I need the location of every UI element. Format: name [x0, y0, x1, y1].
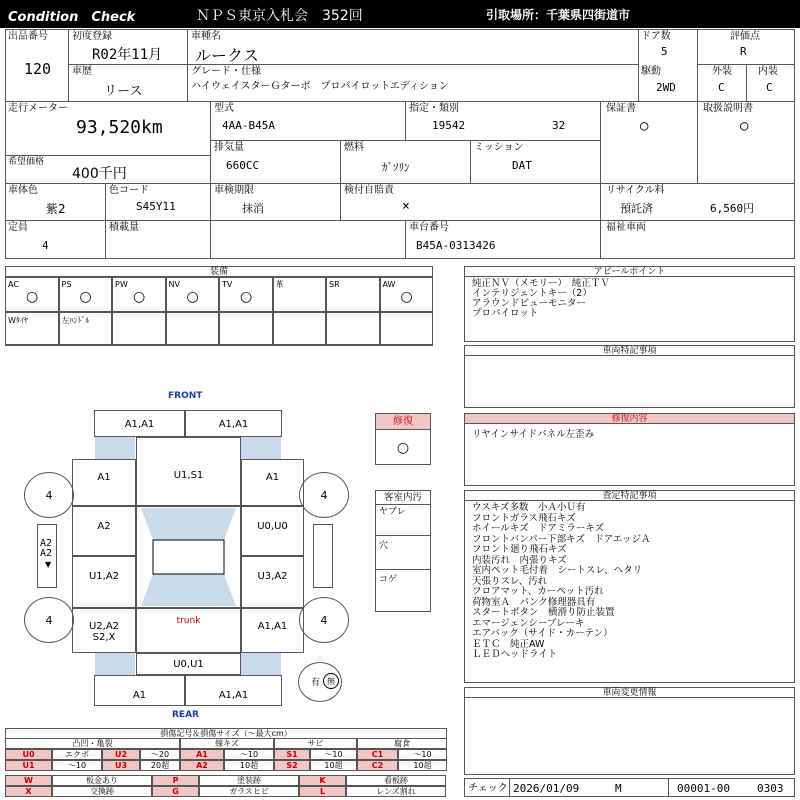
equipment-title: 装備	[6, 267, 432, 277]
tire-rear-left: 4	[24, 597, 74, 643]
category-value: 32	[552, 119, 566, 132]
legend-desc: 看板跡	[346, 775, 446, 786]
ext-value: C	[718, 81, 725, 94]
mileage-value: 93,520km	[76, 117, 163, 138]
equipment-mark: ○	[240, 289, 253, 305]
legend-cell: A1	[180, 749, 224, 760]
inspection-value: 抹消	[242, 202, 264, 215]
panel-rear-center: U0,U1	[136, 653, 241, 675]
appeal-box	[464, 266, 795, 342]
inspection-note-line: ウスキズ多数 小Ａ小Ｕ有	[472, 502, 586, 513]
changes-box	[464, 687, 795, 775]
appeal-line: インテリジェントキー（2）	[472, 288, 592, 299]
equipment-label: TV	[222, 280, 233, 289]
inspection-note-line: ＥＴＣ 純正AW	[472, 638, 545, 650]
auction-name: ＮＰＳ東京入札会 352回	[196, 8, 363, 24]
legend-cell: 10超	[224, 760, 274, 771]
legend-cell: ～10	[310, 749, 357, 760]
down-arrow-icon: ▼	[45, 560, 52, 569]
inspection-label: 車検期限	[214, 185, 254, 196]
designation-label: 指定・類別	[409, 103, 459, 114]
panel-l-rear: U2,A2 S2,X	[72, 608, 136, 653]
panel-front-left: A1,A1	[94, 410, 185, 437]
interior-dirt-box	[375, 490, 431, 612]
equipment-cell	[380, 277, 434, 312]
special-notes-box	[464, 345, 795, 408]
equipment-cell	[273, 277, 327, 312]
price-label: 希望価格	[8, 157, 45, 167]
panel-hood: U1,S1	[136, 437, 241, 506]
tire-front-left: 4	[24, 472, 74, 518]
equipment-cell-row2	[219, 312, 273, 345]
type-value: 4AA-B45A	[222, 119, 275, 132]
inspection-notes-box	[464, 490, 795, 683]
equipment-cell-row2	[273, 312, 327, 345]
legend-desc: 交換跡	[52, 786, 152, 797]
legend-code: L	[299, 786, 346, 797]
dirt-hole-label: 穴	[379, 541, 389, 551]
equipment-mark: ○	[400, 289, 413, 305]
appeal-line: プロパイロット	[472, 308, 539, 319]
repair-mark: ○	[396, 440, 410, 456]
manual-label: 取扱説明書	[703, 103, 753, 114]
legend-group: 凸凹・亀裂	[5, 738, 180, 749]
legend-cell: S1	[274, 749, 310, 760]
history-label: 車歴	[72, 66, 92, 77]
check-code2: 0303	[757, 782, 784, 795]
drive-value: 2WD	[656, 81, 676, 94]
equipment-cell-row2	[112, 312, 166, 345]
legend-desc: レンズ割れ	[346, 786, 446, 797]
displacement-value: 660CC	[226, 159, 260, 172]
legend-desc: 塗装跡	[199, 775, 299, 786]
warranty-label: 保証書	[606, 103, 636, 114]
inspection-note-line: フロント廻り飛石キズ	[472, 544, 567, 555]
load-label: 積載量	[109, 222, 139, 233]
pickup-location: 引取場所：千葉県四街道市	[486, 8, 631, 22]
inspection-note-line: スタートボタン 横滑り防止装置	[472, 607, 615, 618]
equipment-label: PW	[115, 280, 128, 289]
inspection-note-line: エアバック（サイド・カーテン）	[472, 628, 613, 639]
fuel-value: ｶﾞｿﾘﾝ	[382, 161, 410, 174]
grade-value: ハイウェイスターＧターボ プロパイロットエディション	[191, 81, 449, 92]
welfare-label: 福祉車両	[606, 222, 646, 233]
panel-r-front-door: U0,U0	[241, 506, 304, 556]
equipment-cell	[112, 277, 166, 312]
dirt-burn-label: コゲ	[379, 575, 398, 585]
legend-cell: エクボ	[52, 749, 102, 760]
grade-label: グレード・仕様	[191, 66, 261, 77]
header-bar	[0, 0, 800, 28]
model-label: 車種名	[191, 31, 221, 42]
drive-label: 駆動	[641, 66, 661, 77]
repair-content-line: リヤインサイドパネル左歪み	[472, 429, 595, 440]
inspection-note-line: 天張りスレ、汚れ	[472, 575, 548, 587]
panel-fl-fender: A1	[72, 459, 136, 506]
inspection-note-line: フロアマット、カーペット汚れ	[472, 586, 604, 597]
equipment-mark: ○	[26, 289, 39, 305]
doors-label: ドア数	[641, 31, 671, 42]
inspection-note-line: エマージェンシーブレーキ	[472, 617, 585, 629]
inspection-note-line: 荷物室Ａ パンク修理器具有	[472, 596, 596, 608]
recycle-label: リサイクル料	[606, 185, 665, 196]
legend-cell: 10超	[398, 760, 447, 771]
legend-group: 線キズ	[180, 738, 274, 749]
panel-r-rear: A1,A1	[241, 608, 304, 653]
capacity-value: 4	[42, 239, 49, 252]
manual-value: ○	[740, 118, 749, 134]
panel-rear-left: A1	[94, 675, 185, 706]
legend-cell: U1	[5, 760, 52, 771]
doors-value: 5	[661, 45, 668, 58]
fuel-label: 燃料	[344, 142, 364, 153]
check-footer	[464, 778, 795, 797]
equipment-cell	[219, 277, 273, 312]
recycle-amount: 6,560円	[710, 202, 755, 215]
tire-rear-right: 4	[299, 597, 349, 643]
legend-desc: ガラスヒビ	[199, 786, 299, 797]
front-label: FRONT	[168, 391, 203, 401]
side-right-panel	[313, 524, 333, 588]
legend-cell: C2	[357, 760, 398, 771]
eval-label: 評価点	[730, 31, 760, 42]
lot-number: 120	[24, 60, 52, 78]
first-reg-value: R02年11月	[92, 47, 163, 63]
changes-title: 車両変更情報	[465, 688, 794, 698]
equipment-label: AC	[8, 280, 19, 289]
inspection-note-line: ＬＥＤヘッドライト	[472, 649, 558, 660]
equipment-cell	[166, 277, 220, 312]
first-reg-label: 初度登録	[72, 31, 112, 42]
inspection-note-line: フロントバンパー下部キズ ドアエッジＡ	[472, 533, 651, 545]
equipment-cell-row2	[59, 312, 113, 345]
equipment-cell-row2	[380, 312, 434, 345]
liability-label: 検付自賠責	[344, 185, 394, 196]
legend-code: G	[152, 786, 199, 797]
equipment-cell	[5, 277, 59, 312]
equipment-extra-label: 左ﾊﾝﾄﾞﾙ	[61, 316, 90, 325]
equipment-label: SR	[329, 280, 340, 289]
check-mark: M	[615, 782, 622, 795]
appeal-line: 純正ＮＶ（メモリー） 純正ＴＶ	[472, 278, 610, 289]
color-code-label: 色コード	[109, 185, 149, 196]
legend-cell: A2	[180, 760, 224, 771]
spare-mark: 無	[323, 673, 339, 689]
legend-cell: C1	[357, 749, 398, 760]
int-value: C	[766, 81, 773, 94]
special-title: 車両特記事項	[465, 346, 794, 356]
panel-rear-right: A1,A1	[185, 675, 282, 706]
warranty-value: ○	[640, 118, 649, 134]
type-label: 型式	[214, 103, 234, 114]
equipment-label: NV	[168, 280, 180, 289]
history-value: リース	[104, 84, 143, 99]
repair-box	[375, 413, 431, 465]
spare-label: 有	[311, 678, 321, 688]
price-value: 400千円	[72, 166, 127, 182]
chassis-label: 車台番号	[409, 222, 449, 233]
ext-label: 外装	[712, 66, 732, 77]
equipment-label: 革	[275, 280, 284, 289]
equipment-cell-row2	[166, 312, 220, 345]
inspection-note-line: 内装汚れ 内張りキズ	[472, 554, 567, 566]
panel-fr-fender: A1	[241, 459, 304, 506]
cabin-windows	[136, 506, 241, 608]
inspection-note-line: ホイールキズ ドアミラーキズ	[472, 523, 605, 534]
color-value: 紫2	[46, 202, 66, 216]
color-label: 車体色	[8, 185, 38, 196]
appeal-line: アラウンドビューモニター	[472, 298, 587, 309]
int-label: 内装	[758, 66, 778, 77]
trunk-area: trunk	[136, 608, 241, 653]
legend-cell: ～10	[224, 749, 274, 760]
designation-value: 19542	[432, 119, 466, 132]
legend-cell: ～10	[398, 749, 447, 760]
mission-label: ミッション	[474, 142, 524, 153]
lot-label: 出品番号	[8, 31, 48, 42]
inspection-note-line: フロントガラス飛石キズ	[472, 512, 576, 524]
legend-cell: U3	[102, 760, 140, 771]
color-code-value: S45Y11	[136, 200, 176, 213]
capacity-label: 定員	[8, 222, 28, 233]
legend-cell: 20超	[140, 760, 180, 771]
equipment-cell	[326, 277, 380, 312]
inspection-notes-title: 査定特記事項	[465, 491, 794, 501]
chassis-value: B45A-0313426	[416, 239, 496, 252]
mileage-label: 走行メーター	[8, 103, 68, 114]
equipment-cell	[59, 277, 113, 312]
equipment-extra-label: Wﾀｲﾔ	[8, 316, 28, 325]
legend-cell: U2	[102, 749, 140, 760]
inspection-note-line: 室内ペット毛付着 シートスレ、ヘタリ	[472, 565, 643, 576]
equipment-cell-row2	[326, 312, 380, 345]
panel-front-right: A1,A1	[185, 410, 282, 437]
legend-code: X	[5, 786, 52, 797]
legend-code: W	[5, 775, 52, 786]
rear-label: REAR	[172, 710, 199, 720]
model-value: ルークス	[195, 46, 259, 65]
legend-cell: ～20	[140, 749, 180, 760]
repair-content-box	[464, 413, 795, 486]
dirt-tear-label: ヤブレ	[379, 507, 406, 517]
panel-l-rear-door: U1,A2	[72, 556, 136, 608]
appeal-title: アピールポイント	[465, 267, 794, 277]
legend-group: サビ	[274, 738, 357, 749]
legend-desc: 板金あり	[52, 775, 152, 786]
mission-value: DAT	[512, 159, 532, 172]
repair-title: 修復	[376, 414, 430, 430]
displacement-label: 排気量	[214, 142, 244, 153]
equipment-label: AW	[382, 280, 396, 289]
side-left-damage: A2 A2	[40, 538, 53, 559]
equipment-cell-row2	[5, 312, 59, 345]
legend-cell: U0	[5, 749, 52, 760]
legend-cell: 10超	[310, 760, 357, 771]
equipment-label: PS	[61, 280, 72, 289]
legend-cell: ～10	[52, 760, 102, 771]
legend-group: 腐食	[357, 738, 447, 749]
equipment-mark: ○	[133, 289, 146, 305]
check-code1: 00001-00	[677, 782, 730, 795]
repair-content-title: 修復内容	[465, 414, 794, 424]
legend-title: 損傷記号＆損傷サイズ（～最大cm）	[5, 728, 447, 739]
interior-dirt-title: 客室内汚	[376, 491, 430, 505]
header-title: Condition Check	[8, 10, 136, 25]
legend-code: K	[299, 775, 346, 786]
legend-cell: S2	[274, 760, 310, 771]
eval-value: R	[740, 45, 747, 58]
recycle-status: 預託済	[620, 202, 653, 215]
equipment-mark: ○	[79, 289, 92, 305]
legend-code: P	[152, 775, 199, 786]
panel-l-front-door: A2	[72, 506, 136, 556]
equipment-mark: ○	[186, 289, 199, 305]
check-label: チェック	[468, 783, 508, 794]
liability-value: ×	[402, 199, 410, 214]
tire-front-right: 4	[299, 472, 349, 518]
check-date: 2026/01/09	[513, 782, 580, 795]
panel-r-rear-door: U3,A2	[241, 556, 304, 608]
